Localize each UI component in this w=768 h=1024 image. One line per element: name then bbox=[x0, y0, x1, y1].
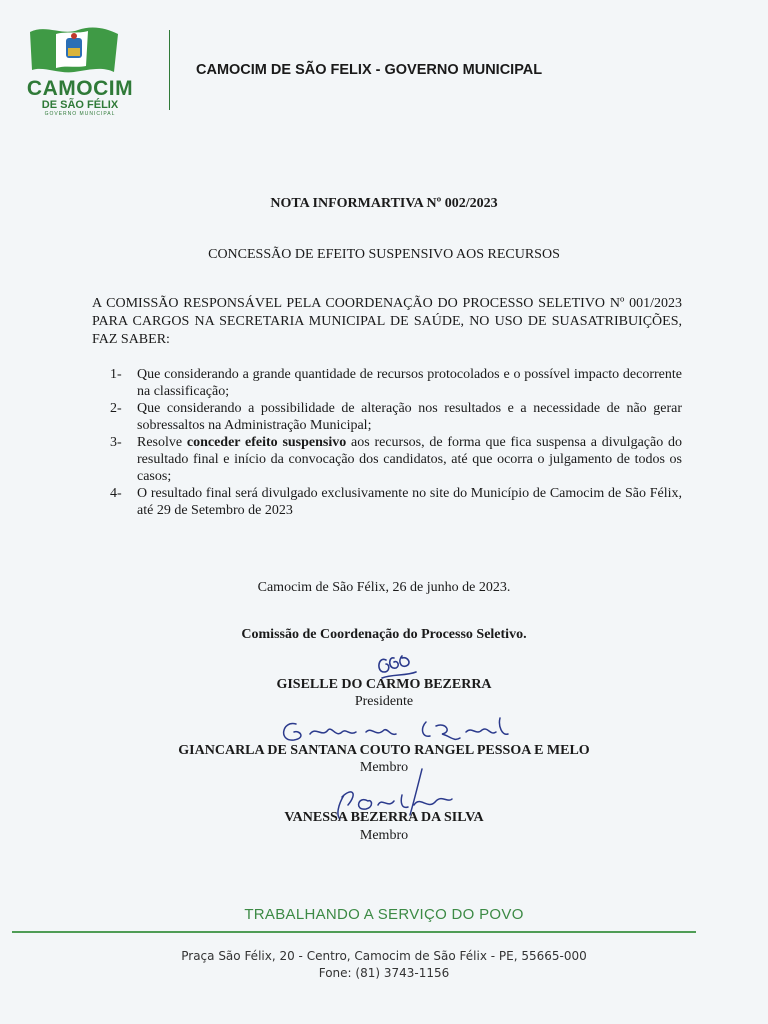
intro-paragraph: A COMISSÃO RESPONSÁVEL PELA COORDENAÇÃO DO PROCESSO SELETIVO Nº 001/2023 PARA CARGOS NA SECRETARIA MUNICIPAL DE SAÚDE, NO USO DE SUASATRIBUIÇÕES, FAZ SABER: bbox=[92, 296, 682, 347]
document-title: NOTA INFORMARTIVA Nº 002/2023 bbox=[270, 196, 498, 211]
municipal-logo bbox=[14, 22, 146, 118]
item-number: 1- bbox=[110, 367, 122, 382]
list-item bbox=[110, 434, 682, 485]
footer-phone: Fone: (81) 3743-1156 bbox=[318, 966, 450, 980]
item-text-post: aos recursos, de forma que fica suspensa a divulgação do resultado final e início da convocação dos candidatos, até que ocorra o julgamento de todos os casos; bbox=[137, 435, 682, 484]
item-text bbox=[137, 435, 682, 484]
signatory-role: Membro bbox=[359, 760, 409, 775]
logo-subtitle: DE SÃO FÉLIX bbox=[41, 99, 119, 111]
item-text-pre: Resolve bbox=[137, 435, 187, 450]
signatory-name: GISELLE DO CARMO BEZERRA bbox=[276, 677, 492, 692]
document-subject: CONCESSÃO DE EFEITO SUSPENSIVO AOS RECURSOS bbox=[208, 247, 560, 262]
footer-slogan: TRABALHANDO A SERVIÇO DO POVO bbox=[244, 906, 524, 923]
footer-divider bbox=[12, 931, 696, 933]
list-item bbox=[110, 400, 682, 434]
signatory-name: GIANCARLA DE SANTANA COUTO RANGEL PESSOA E MELO bbox=[178, 743, 590, 758]
signatory-role: Membro bbox=[359, 828, 409, 843]
commission-name: Comissão de Coordenação do Processo Seletivo. bbox=[241, 627, 527, 642]
item-text: O resultado final será divulgado exclusivamente no site do Município de Camocim de São Félix, até 29 de Setembro de 2023 bbox=[137, 486, 682, 518]
resolution-list bbox=[110, 366, 682, 519]
list-item bbox=[110, 366, 682, 400]
item-text: Que considerando a possibilidade de alteração nos resultados e a necessidade de não gerar sobressaltos na Administração Municipal; bbox=[137, 401, 682, 433]
header-divider bbox=[169, 30, 170, 110]
flag-emblem-icon bbox=[26, 22, 122, 78]
signatory-role: Presidente bbox=[354, 694, 414, 709]
logo-name: CAMOCIM bbox=[26, 77, 134, 100]
header-title: CAMOCIM DE SÃO FELIX - GOVERNO MUNICIPAL bbox=[196, 62, 543, 78]
item-number: 2- bbox=[110, 401, 122, 416]
logo-tagline: GOVERNO MUNICIPAL bbox=[44, 111, 116, 117]
item-text: Que considerando a grande quantidade de recursos protocolados e o possível impacto decorrente na classificação; bbox=[137, 367, 682, 399]
item-text-bold: conceder efeito suspensivo bbox=[186, 435, 347, 450]
list-item bbox=[110, 485, 682, 519]
document-date: Camocim de São Félix, 26 de junho de 2023. bbox=[257, 580, 511, 595]
footer-address: Praça São Félix, 20 - Centro, Camocim de São Félix - PE, 55665-000 bbox=[181, 949, 587, 963]
item-number: 3- bbox=[110, 435, 122, 450]
signatory-name: VANESSA BEZERRA DA SILVA bbox=[284, 810, 484, 825]
item-number: 4- bbox=[110, 486, 122, 501]
